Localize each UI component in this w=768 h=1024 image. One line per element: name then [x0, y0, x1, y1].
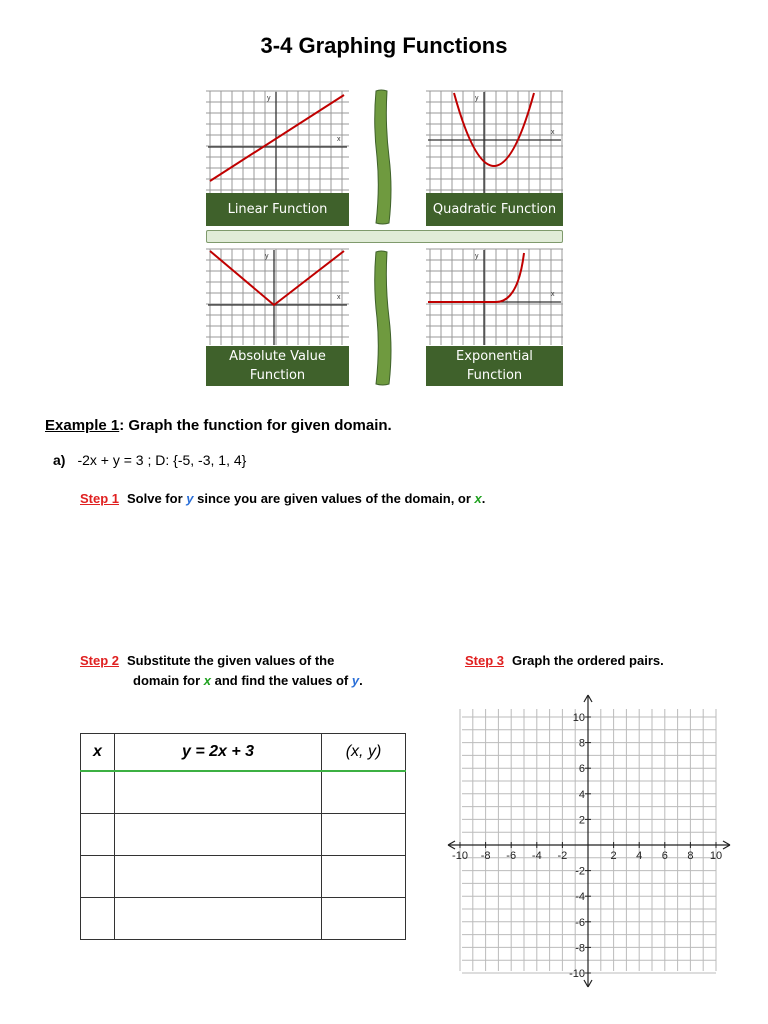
x-tick-label: -10 [452, 850, 468, 862]
x-tick-label: 10 [709, 850, 723, 862]
x-tick-label: -8 [480, 850, 491, 862]
table-cell [322, 856, 406, 898]
x-tick-label: 6 [661, 850, 668, 862]
vertical-separator-top [372, 89, 396, 225]
quadratic-graph [426, 89, 563, 194]
linear-graph [206, 89, 349, 194]
table-row [81, 856, 406, 898]
x-axis-letter: x [337, 294, 341, 301]
x-tick-label: -2 [557, 850, 568, 862]
step-1: Step 1 Solve for y since you are given values of the domain, or x. [80, 491, 486, 506]
table-header-row [81, 734, 406, 772]
table-cell [81, 814, 115, 856]
table-cell [322, 898, 406, 940]
quadratic-curve [454, 93, 534, 166]
table-cell [322, 814, 406, 856]
table-cell [115, 898, 322, 940]
table-cell [81, 898, 115, 940]
y-tick-label: 2 [578, 814, 585, 827]
part-a-equation: a) -2x + y = 3 ; D: {-5, -3, 1, 4} [53, 452, 247, 468]
table-row [81, 814, 406, 856]
page-title: 3-4 Graphing Functions [260, 33, 508, 58]
exponential-graph [426, 247, 563, 345]
absolute-value-function-label: Absolute Value Function [206, 346, 349, 386]
xy-table [80, 733, 406, 940]
absolute-value-curve [210, 251, 344, 305]
exponential-function-label: Exponential Function [426, 346, 563, 386]
y-axis-letter: y [475, 95, 479, 102]
x-axis-letter: x [551, 291, 555, 298]
table-row [81, 898, 406, 940]
table-cell [81, 771, 115, 814]
x-axis-letter: x [337, 136, 341, 143]
y-tick-label: -2 [575, 865, 585, 878]
absolute-value-function-panel [206, 247, 349, 386]
table-row [81, 771, 406, 814]
step-3: Step 3 Graph the ordered pairs. [465, 653, 664, 668]
y-tick-label: 10 [572, 712, 585, 724]
x-tick-label: -4 [531, 850, 542, 862]
horizontal-separator [206, 230, 563, 243]
y-axis-letter: y [475, 253, 479, 260]
x-tick-label: 4 [636, 850, 643, 862]
table-header-rule: y = 2x + 3 [115, 734, 322, 772]
x-tick-label: 8 [687, 850, 694, 862]
y-tick-label: 4 [578, 788, 585, 801]
table-header-pair: (x, y) [322, 734, 406, 772]
table-cell [115, 814, 322, 856]
table-cell [115, 771, 322, 814]
y-tick-label: -6 [575, 916, 585, 929]
y-axis-letter: y [265, 253, 269, 260]
x-tick-label: -6 [506, 850, 517, 862]
table-header-x: x [81, 734, 115, 772]
table-cell [115, 856, 322, 898]
y-axis-letter: y [267, 95, 271, 102]
vertical-separator-bottom [372, 250, 396, 386]
coordinate-grid [446, 693, 732, 989]
linear-function-panel [206, 89, 349, 226]
y-tick-label: 6 [578, 763, 585, 776]
table-cell [322, 771, 406, 814]
quadratic-function-label: Quadratic Function [426, 193, 563, 226]
step-2: Step 2 Substitute the given values of the domain for x and find the values of y. [80, 653, 363, 688]
y-tick-label: -8 [575, 942, 585, 955]
x-axis-letter: x [551, 129, 555, 136]
exponential-function-panel [426, 247, 563, 386]
y-tick-label: 8 [578, 737, 585, 750]
absolute-value-graph [206, 247, 349, 345]
example-heading: Example 1: Graph the function for given domain. [45, 417, 392, 434]
linear-function-label: Linear Function [206, 193, 349, 226]
x-tick-label: 2 [610, 850, 617, 862]
quadratic-function-panel [426, 89, 563, 226]
y-tick-label: -4 [575, 891, 585, 904]
table-cell [81, 856, 115, 898]
y-tick-label: -10 [569, 968, 585, 980]
